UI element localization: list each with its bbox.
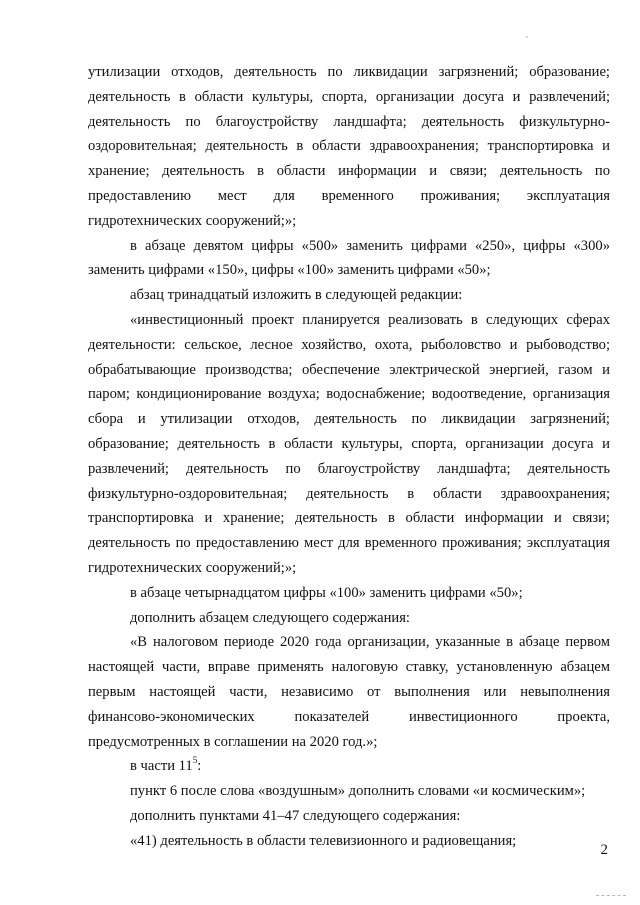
scan-mark [596,895,626,897]
part-intro-suffix: : [197,758,202,775]
part-intro-prefix: в части 11 [130,758,193,775]
part-intro-superscript: 5 [192,755,198,766]
paragraph: в абзаце девятом цифры «500» заменить цифрами «250», цифры «300» заменить цифрами «150», цифры «100» заменить цифрами «50»; [88,237,610,279]
paragraph: утилизации отходов, деятельность по ликвидации загрязнений; образование; деятельность в области культуры, спорта, организации досуга и развлечений; деятельность по благоустройству ландшафта; деятельность физкультурно-оздоровительная; деятельность в области здравоохранения; транспортировка и хранение; деятельность в области информации и связи; деятельность по предоставлению мест для временного проживания; эксплуатация гидротехнических сооружений;»; [88,64,610,229]
paragraph: абзац тринадцатый изложить в следующей редакции: [130,287,463,304]
paragraph: в абзаце четырнадцатом цифры «100» заменить цифрами «50»; [130,584,523,601]
scan-speck [526,36,528,38]
paragraph: «инвестиционный проект планируется реализовать в следующих сферах деятельности: сельское, лесное хозяйство, охота, рыболовство и рыбоводство; обрабатывающие производства; обеспечение электрической энергией, газом и паром; кондиционирование воздуха; водоснабжение; водоотведение, организация сбора и утилизации отходов, деятельность по ликвидации загрязнений; образование; деятельность в области культуры, спорта, организации досуга и развлечений; деятельность по благоустройству ландшафта; деятельность физкультурно-оздоровительная; деятельность в области здравоохранения; транспортировка и хранение; деятельность в области информации и связи; деятельность по предоставлению мест для временного проживания; эксплуатация гидротехнических сооружений;»; [88,311,610,576]
paragraph: дополнить пунктами 41–47 следующего содержания: [130,807,461,824]
document-body [88,60,610,854]
paragraph: «В налоговом периоде 2020 года организации, указанные в абзаце первом настоящей части, вправе применять налоговую ставку, установленную абзацем первым настоящей части, независимо от выполнения или невыполнения финансово-экономических показателей инвестиционного проекта, предусмотренных в соглашении на 2020 год.»; [88,634,610,750]
paragraph: пункт 6 после слова «воздушным» дополнить словами «и космическим»; [130,783,586,800]
part-intro-paragraph [88,754,610,779]
page-number: 2 [600,842,608,858]
paragraph: «41) деятельность в области телевизионного и радиовещания; [130,832,517,849]
paragraph: дополнить абзацем следующего содержания: [130,609,410,626]
